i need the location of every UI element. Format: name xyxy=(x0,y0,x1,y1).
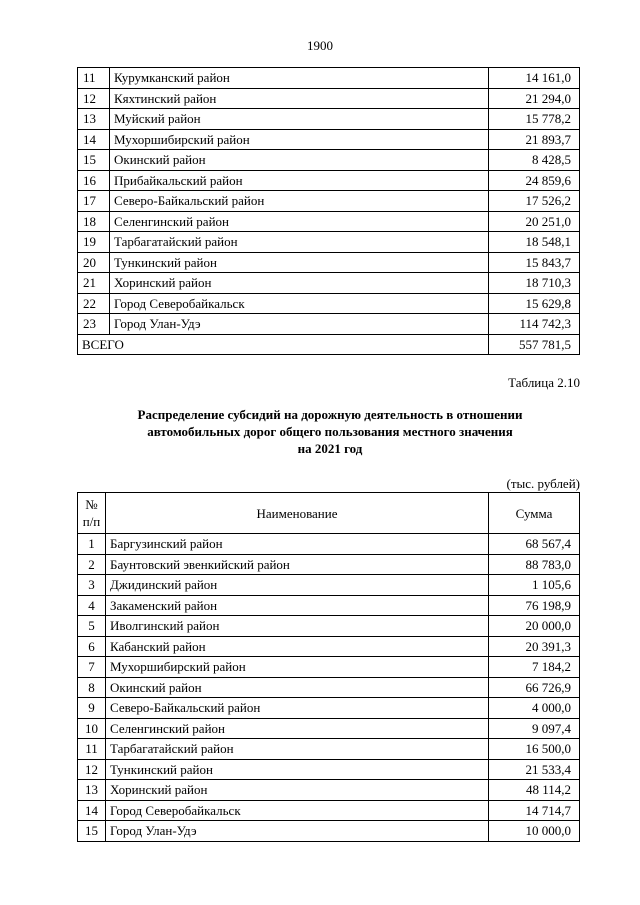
header-num xyxy=(78,493,106,534)
row-number: 3 xyxy=(78,575,106,596)
table-row xyxy=(78,150,580,171)
table-row xyxy=(78,88,580,109)
row-name: Окинский район xyxy=(106,677,489,698)
row-number: 17 xyxy=(78,191,110,212)
row-number: 6 xyxy=(78,636,106,657)
row-sum: 88 783,0 xyxy=(489,554,580,575)
row-sum: 16 500,0 xyxy=(489,739,580,760)
table-title-line3: на 2021 год xyxy=(297,441,363,456)
subsidy-table-2021 xyxy=(77,492,580,842)
table-row xyxy=(78,314,580,335)
row-sum: 18 710,3 xyxy=(489,273,580,294)
table-row xyxy=(78,129,580,150)
row-sum: 20 391,3 xyxy=(489,636,580,657)
row-name: Иволгинский район xyxy=(106,616,489,637)
table-row xyxy=(78,759,580,780)
row-number: 7 xyxy=(78,657,106,678)
row-number: 11 xyxy=(78,739,106,760)
table-row xyxy=(78,636,580,657)
table-label: Таблица 2.10 xyxy=(508,375,580,390)
units-label: (тыс. рублей) xyxy=(506,476,580,491)
row-sum: 18 548,1 xyxy=(489,232,580,253)
row-sum: 17 526,2 xyxy=(489,191,580,212)
row-sum: 21 893,7 xyxy=(489,129,580,150)
row-sum: 1 105,6 xyxy=(489,575,580,596)
row-name: Мухоршибирский район xyxy=(110,129,489,150)
row-name: Город Улан-Удэ xyxy=(106,821,489,842)
row-sum: 24 859,6 xyxy=(489,170,580,191)
total-sum: 557 781,5 xyxy=(489,334,580,355)
row-number: 5 xyxy=(78,616,106,637)
table-row xyxy=(78,780,580,801)
row-name: Муйский район xyxy=(110,109,489,130)
row-sum: 76 198,9 xyxy=(489,595,580,616)
row-number: 18 xyxy=(78,211,110,232)
row-name: Тарбагатайский район xyxy=(110,232,489,253)
table-row xyxy=(78,232,580,253)
row-name: Хоринский район xyxy=(110,273,489,294)
table-row xyxy=(78,252,580,273)
row-number: 15 xyxy=(78,150,110,171)
row-sum: 15 778,2 xyxy=(489,109,580,130)
row-number: 12 xyxy=(78,88,110,109)
row-name: Баунтовский эвенкийский район xyxy=(106,554,489,575)
row-name: Курумканский район xyxy=(110,68,489,89)
row-number: 8 xyxy=(78,677,106,698)
row-sum: 7 184,2 xyxy=(489,657,580,678)
table-row xyxy=(78,677,580,698)
row-number: 23 xyxy=(78,314,110,335)
table-row xyxy=(78,273,580,294)
table2-body xyxy=(78,534,580,842)
row-number: 1 xyxy=(78,534,106,555)
row-name: Баргузинский район xyxy=(106,534,489,555)
row-number: 15 xyxy=(78,821,106,842)
row-sum: 9 097,4 xyxy=(489,718,580,739)
row-sum: 10 000,0 xyxy=(489,821,580,842)
row-name: Кабанский район xyxy=(106,636,489,657)
row-name: Тарбагатайский район xyxy=(106,739,489,760)
row-sum: 4 000,0 xyxy=(489,698,580,719)
row-name: Закаменский район xyxy=(106,595,489,616)
row-sum: 66 726,9 xyxy=(489,677,580,698)
row-number: 20 xyxy=(78,252,110,273)
table-row xyxy=(78,170,580,191)
row-number: 12 xyxy=(78,759,106,780)
row-name: Город Северобайкальск xyxy=(106,800,489,821)
total-label: ВСЕГО xyxy=(78,334,489,355)
table-row xyxy=(78,739,580,760)
page-number: 1900 xyxy=(307,38,333,53)
table-row xyxy=(78,554,580,575)
row-name: Мухоршибирский район xyxy=(106,657,489,678)
table-row xyxy=(78,534,580,555)
row-name: Окинский район xyxy=(110,150,489,171)
subsidy-table-continued xyxy=(77,67,580,355)
row-name: Хоринский район xyxy=(106,780,489,801)
row-sum: 68 567,4 xyxy=(489,534,580,555)
table-title-line2: автомобильных дорог общего пользования местного значения xyxy=(147,424,513,439)
row-sum: 15 629,8 xyxy=(489,293,580,314)
table-header-row xyxy=(78,493,580,534)
row-name: Северо-Байкальский район xyxy=(110,191,489,212)
row-name: Северо-Байкальский район xyxy=(106,698,489,719)
row-sum: 14 714,7 xyxy=(489,800,580,821)
row-number: 4 xyxy=(78,595,106,616)
row-name: Селенгинский район xyxy=(106,718,489,739)
table-row xyxy=(78,595,580,616)
row-sum: 21 294,0 xyxy=(489,88,580,109)
row-name: Джидинский район xyxy=(106,575,489,596)
table-row xyxy=(78,821,580,842)
table1-body xyxy=(78,68,580,335)
row-sum: 20 000,0 xyxy=(489,616,580,637)
header-num-line1: № xyxy=(85,497,98,512)
row-number: 9 xyxy=(78,698,106,719)
row-sum: 8 428,5 xyxy=(489,150,580,171)
row-number: 16 xyxy=(78,170,110,191)
header-num-line2: п/п xyxy=(82,514,101,529)
row-name: Тункинский район xyxy=(106,759,489,780)
row-name: Город Северобайкальск xyxy=(110,293,489,314)
row-number: 14 xyxy=(78,129,110,150)
table-row xyxy=(78,68,580,89)
row-name: Кяхтинский район xyxy=(110,88,489,109)
row-sum: 21 533,4 xyxy=(489,759,580,780)
row-name: Прибайкальский район xyxy=(110,170,489,191)
table-row xyxy=(78,575,580,596)
row-sum: 15 843,7 xyxy=(489,252,580,273)
header-name: Наименование xyxy=(106,493,489,534)
row-number: 22 xyxy=(78,293,110,314)
table-row xyxy=(78,191,580,212)
table-row xyxy=(78,657,580,678)
row-sum: 114 742,3 xyxy=(489,314,580,335)
row-number: 14 xyxy=(78,800,106,821)
table-row xyxy=(78,211,580,232)
row-name: Город Улан-Удэ xyxy=(110,314,489,335)
table-row xyxy=(78,293,580,314)
row-number: 19 xyxy=(78,232,110,253)
row-number: 21 xyxy=(78,273,110,294)
row-sum: 20 251,0 xyxy=(489,211,580,232)
table-title xyxy=(80,406,580,457)
total-row xyxy=(78,334,580,355)
row-sum: 14 161,0 xyxy=(489,68,580,89)
row-number: 2 xyxy=(78,554,106,575)
row-name: Селенгинский район xyxy=(110,211,489,232)
row-sum: 48 114,2 xyxy=(489,780,580,801)
header-sum: Сумма xyxy=(489,493,580,534)
row-number: 13 xyxy=(78,780,106,801)
row-number: 13 xyxy=(78,109,110,130)
table-row xyxy=(78,718,580,739)
table-row xyxy=(78,698,580,719)
table-row xyxy=(78,616,580,637)
table-row xyxy=(78,109,580,130)
row-name: Тункинский район xyxy=(110,252,489,273)
table-title-line1: Распределение субсидий на дорожную деятельность в отношении xyxy=(137,407,523,422)
table-row xyxy=(78,800,580,821)
row-number: 10 xyxy=(78,718,106,739)
row-number: 11 xyxy=(78,68,110,89)
